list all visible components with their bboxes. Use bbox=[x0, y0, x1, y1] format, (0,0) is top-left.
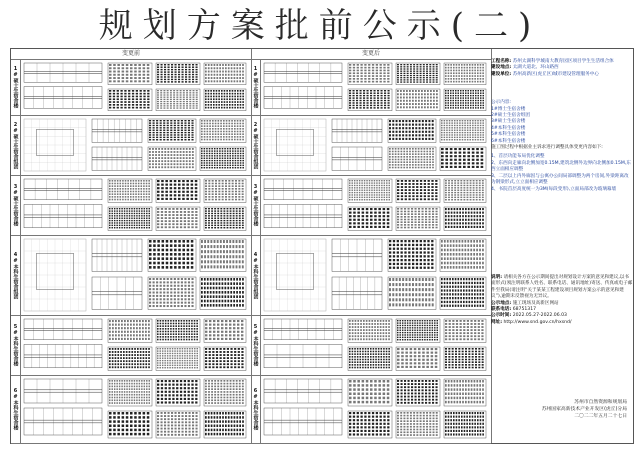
column-before: 变更前 bbox=[11, 49, 251, 60]
location-key: 建设地点: bbox=[491, 65, 512, 71]
period: 2022.05.27-2022.06.03 bbox=[512, 313, 567, 319]
note-text: 请相关各方在公示期间提出对规划设计方案的意见和建议,以书面形式(须注明联系人姓名、联系电话、通讯地址)寄送、传真或电子邮件至我局(请注明“关于某某工程建设项目规划方案公示的意见和建议”),逾期未反馈视为无异议。 bbox=[491, 274, 633, 300]
period-key: 公示时间: bbox=[491, 313, 512, 319]
drawing-row bbox=[251, 115, 491, 176]
signature bbox=[542, 399, 627, 420]
drawing-thumbnail bbox=[22, 117, 250, 173]
row-label: 2#硕士生宿舍组团 bbox=[11, 115, 21, 175]
row-label: 5#本科生宿舍楼 bbox=[251, 315, 261, 375]
row-label: 3#硕士生宿舍楼 bbox=[11, 175, 21, 235]
drawing-row bbox=[11, 115, 251, 176]
drawing-row bbox=[251, 235, 491, 316]
note-key: 说明: bbox=[491, 274, 503, 280]
drawing-thumbnail bbox=[262, 237, 490, 313]
builder: 苏州高新区(虎丘区)城市建设管理服务中心 bbox=[512, 71, 599, 77]
drawing-row bbox=[11, 375, 251, 444]
change-item: 3、二层以上内外廊因与公寓办公间局部调整为两个房间,外梁距离改为钢梁形式,立立面相应调整 bbox=[491, 173, 629, 186]
drawing-row bbox=[11, 235, 251, 316]
page-title: 规划方案批前公示(二) bbox=[98, 6, 542, 46]
row-label: 1#硕士生宿舍楼 bbox=[251, 59, 261, 115]
scope-item: 1#博士生宿舍楼 bbox=[491, 106, 526, 112]
tel-key: 联系电话: bbox=[491, 306, 512, 312]
scope-item: 2#硕士生宿舍组团 bbox=[491, 113, 530, 119]
drawing-row bbox=[251, 375, 491, 444]
row-label: 4#本科生宿舍组团 bbox=[251, 235, 261, 315]
drawing-thumbnail bbox=[262, 117, 490, 173]
drawing-row bbox=[251, 59, 491, 116]
site-key: 公示地点: bbox=[491, 300, 512, 306]
drawing-thumbnail bbox=[262, 317, 490, 373]
change-item: 1、首层功能布局优化调整 bbox=[491, 154, 545, 160]
notice-date: 二〇二二年五月二十七日 bbox=[574, 414, 627, 419]
drawing-thumbnail bbox=[22, 61, 250, 113]
row-label: 1#硕士生宿舍楼 bbox=[11, 59, 21, 115]
scope-item: 5#本科生宿舍楼 bbox=[491, 132, 526, 138]
drawing-row bbox=[11, 59, 251, 116]
change-item: 4、书院首层高度统一为3M(每段变形),立面局部改为玻璃幕墙 bbox=[491, 186, 617, 192]
tel: 68751317 bbox=[512, 306, 537, 312]
change-item: 2、东西向走廊向北侧加宽0.15M,建筑北侧外边界向北侧加0.15M,东西立面相应调整 bbox=[491, 160, 631, 173]
scope-item: 4#本科生宿舍楼 bbox=[491, 125, 526, 131]
drawing-thumbnail bbox=[262, 177, 490, 233]
row-label: 3#硕士生宿舍楼 bbox=[251, 175, 261, 235]
drawing-row bbox=[11, 175, 251, 236]
drawing-thumbnail bbox=[262, 61, 490, 113]
info-panel bbox=[491, 59, 633, 326]
builder-key: 建设单位: bbox=[491, 71, 512, 77]
drawing-row bbox=[251, 175, 491, 236]
column-after: 变更后 bbox=[251, 49, 491, 60]
row-label: 4#本科生宿舍组团 bbox=[11, 235, 21, 315]
change-intro: 施工图过程中根据业主诉求进行调整具体变更内容如下: bbox=[491, 145, 603, 151]
drawing-thumbnail bbox=[22, 317, 250, 373]
notice-board bbox=[10, 48, 634, 444]
drawing-thumbnail bbox=[22, 177, 250, 233]
drawing-row bbox=[251, 315, 491, 376]
url[interactable]: http://www.snd.gov.cn/hxsnd/ bbox=[503, 319, 572, 325]
scope-title: 公示内容: bbox=[491, 100, 511, 106]
site: 施工现场及高新区网站 bbox=[512, 300, 559, 306]
project-name-key: 工程名称: bbox=[491, 59, 512, 64]
row-label: 5#本科生宿舍楼 bbox=[11, 315, 21, 375]
row-label: 6#本科生宿舍楼 bbox=[251, 375, 261, 443]
agency-name: 苏州市自然资源和规划局 bbox=[574, 400, 627, 405]
drawing-thumbnail bbox=[22, 377, 250, 441]
scope-item: 6#本科生宿舍楼 bbox=[491, 138, 526, 144]
scope-item: 3#硕士生宿舍楼 bbox=[491, 119, 526, 125]
url-key: 网址: bbox=[491, 319, 503, 325]
drawing-thumbnail bbox=[22, 237, 250, 313]
location: 太湖大道北、环山路西 bbox=[512, 65, 559, 71]
project-name: 苏州太湖科学城南大教育园区项目学生生活组合体 bbox=[512, 59, 614, 64]
row-label: 2#硕士生宿舍组团 bbox=[251, 115, 261, 175]
branch-name: 苏州国家高新技术产业开发区(虎丘)分局 bbox=[541, 407, 627, 412]
drawing-thumbnail bbox=[262, 377, 490, 441]
drawing-row bbox=[11, 315, 251, 376]
row-label: 6#本科生宿舍楼 bbox=[11, 375, 21, 443]
